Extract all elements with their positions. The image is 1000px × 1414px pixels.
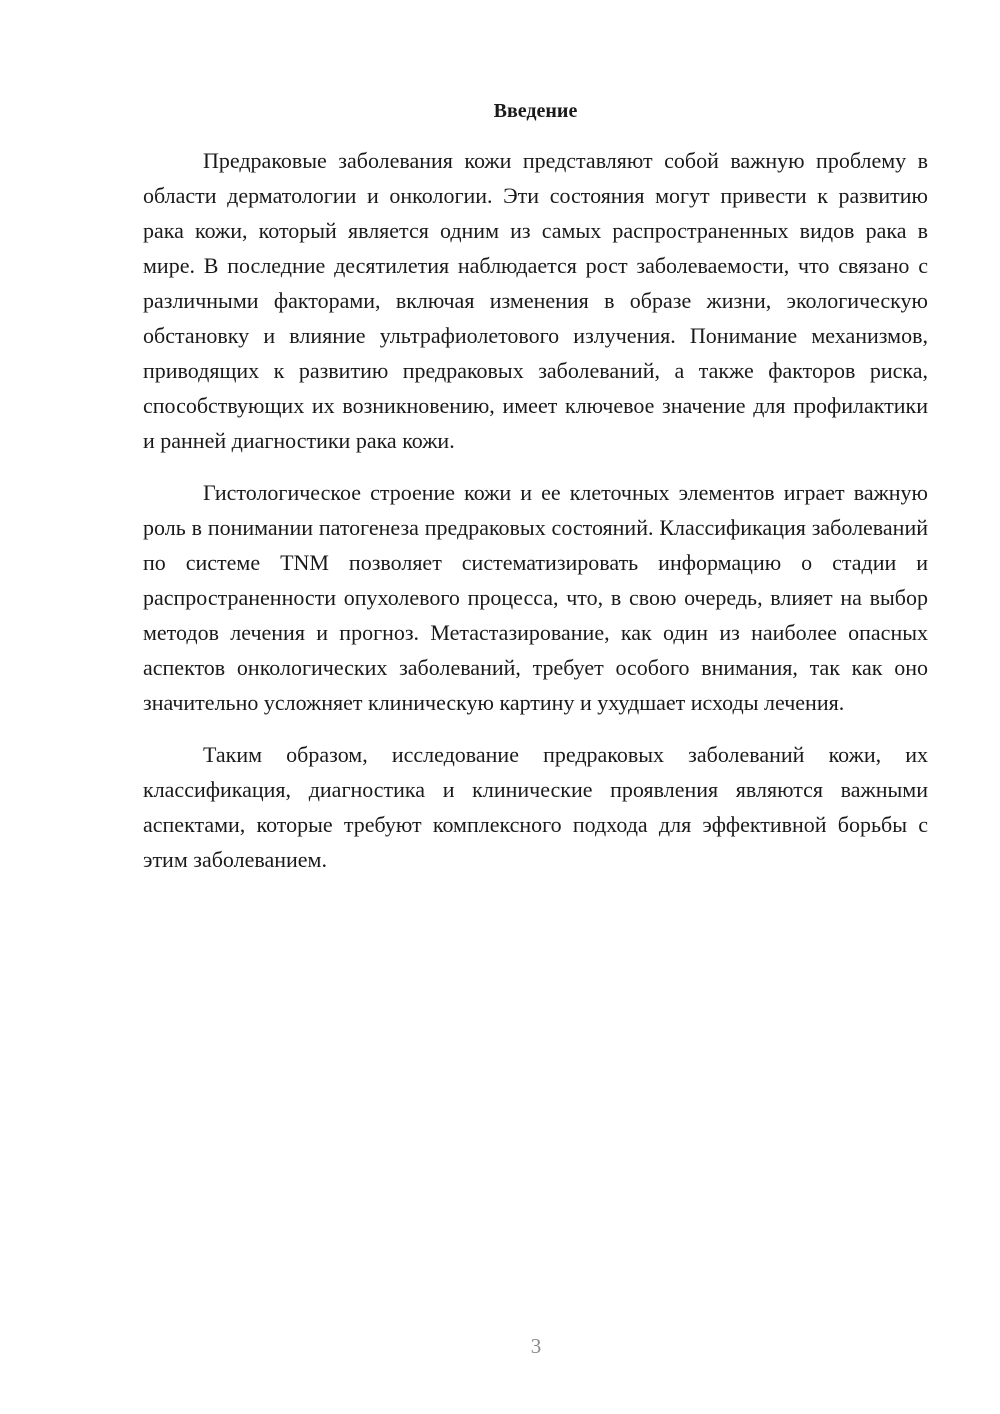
section-heading: Введение (493, 100, 578, 122)
body-text (143, 143, 928, 894)
paragraph-1: Предраковые заболевания кожи представляют собой важную проблему в области дерматологии и онкологии. Эти состояния могут привести к развитию рака кожи, который является одним из самых распространенных видов рака в мире. В последние десятилетия наблюдается рост заболеваемости, что связано с различными факторами, включая изменения в образе жизни, экологическую обстановку и влияние ультрафиолетового излучения. Понимание механизмов, приводящих к развитию предраковых заболеваний, а также факторов риска, способствующих их возникновению, имеет ключевое значение для профилактики и ранней диагностики рака кожи. (143, 148, 928, 453)
paragraph-3: Таким образом, исследование предраковых заболеваний кожи, их классификация, диагностика и клинические проявления являются важными аспектами, которые требуют комплексного подхода для эффективной борьбы с этим заболеванием. (143, 742, 928, 872)
paragraph-2: Гистологическое строение кожи и ее клеточных элементов играет важную роль в понимании патогенеза предраковых состояний. Классификация заболеваний по системе TNM позволяет систематизировать информацию о стадии и распространенности опухолевого процесса, что, в свою очередь, влияет на выбор методов лечения и прогноз. Метастазирование, как один из наиболее опасных аспектов онкологических заболеваний, требует особого внимания, так как оно значительно усложняет клиническую картину и ухудшает исходы лечения. (143, 480, 928, 715)
page-number: 3 (530, 1334, 542, 1358)
